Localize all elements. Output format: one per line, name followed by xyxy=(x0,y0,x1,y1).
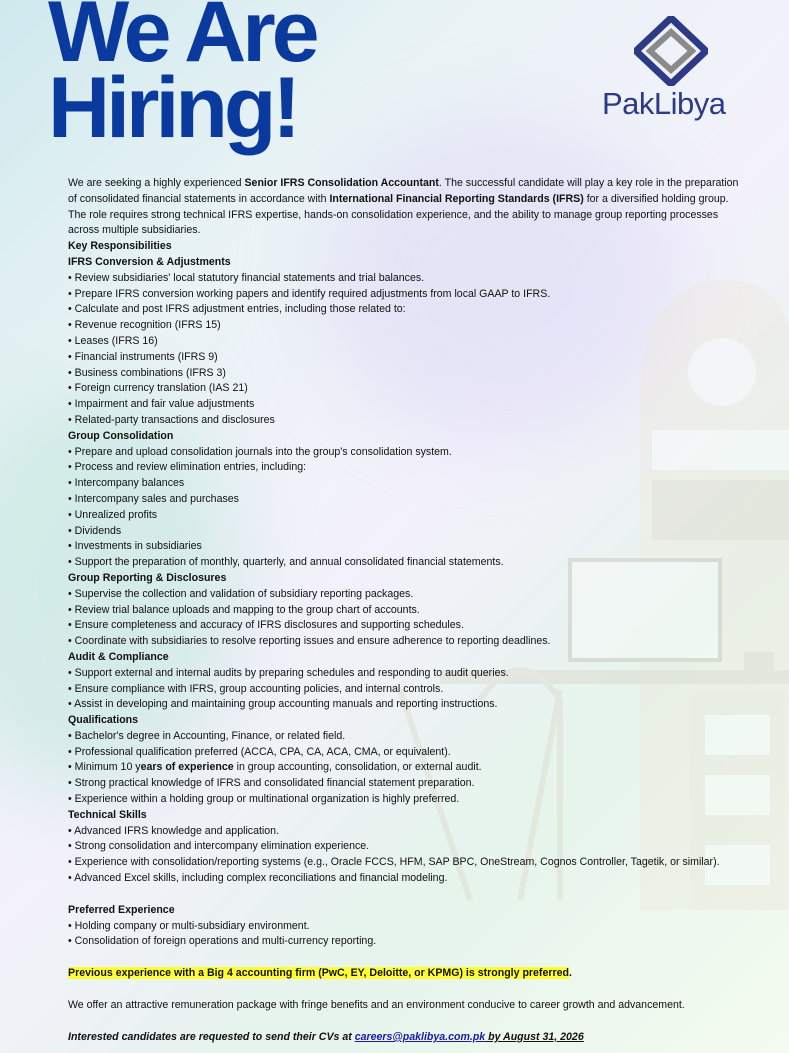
big4-note xyxy=(68,966,748,982)
preferred-heading: Preferred Experience xyxy=(68,903,175,916)
list-item: • Advanced Excel skills, including complex reconciliations and financial modeling. xyxy=(68,872,448,885)
reporting-heading: Group Reporting & Disclosures xyxy=(68,571,227,584)
technical-heading: Technical Skills xyxy=(68,808,147,821)
logo-wordmark: PakLibya xyxy=(602,86,726,121)
deadline-text: by August 31, 2026 xyxy=(485,1030,584,1043)
list-item: • Supervise the collection and validation of subsidiary reporting packages. xyxy=(68,587,414,600)
ifrs-standard: International Financial Reporting Standards (IFRS) xyxy=(329,192,584,205)
list-item: • Support the preparation of monthly, quarterly, and annual consolidated financial statements. xyxy=(68,556,504,569)
headline xyxy=(48,0,316,156)
company-logo xyxy=(602,16,752,126)
email-link[interactable]: careers@paklibya.com.pk xyxy=(354,1030,486,1043)
list-item xyxy=(68,760,748,776)
spacer xyxy=(68,982,748,998)
headline-line-2: Hiring! xyxy=(48,60,298,156)
intro-paragraph xyxy=(68,176,748,239)
big4-note-end: . xyxy=(568,967,572,980)
list-item: • Financial instruments (IFRS 9) xyxy=(68,350,218,363)
list-item: • Dividends xyxy=(68,524,122,537)
list-item: • Holding company or multi-subsidiary environment. xyxy=(68,919,310,932)
list-item: • Review subsidiaries' local statutory financial statements and trial balances. xyxy=(68,271,425,284)
list-item: • Ensure completeness and accuracy of IFRS disclosures and supporting schedules. xyxy=(68,619,464,632)
spacer xyxy=(68,887,748,903)
list-item: • Ensure compliance with IFRS, group accounting policies, and internal controls. xyxy=(68,682,444,695)
highlighted-text: Previous experience with a Big 4 accounting firm (PwC, EY, Deloitte, or KPMG) is strongly preferred xyxy=(68,967,569,980)
list-item: • Unrealized profits xyxy=(68,508,158,521)
list-item: • Intercompany balances xyxy=(68,477,185,490)
ifrs-heading: IFRS Conversion & Adjustments xyxy=(68,255,231,268)
key-responsibilities-heading: Key Responsibilities xyxy=(68,240,172,253)
list-item: • Intercompany sales and purchases xyxy=(68,492,239,505)
intro-text: for a diversified holding group. The role requires strong technical IFRS expertise, hands-on consolidation experience, and the ability to manage group reporting processes across multiple subsidiaries. xyxy=(68,192,729,237)
list-item: • Experience with consolidation/reporting systems (e.g., Oracle FCCS, HFM, SAP BPC, OneStream, Cognos Controller, Tagetik, or similar). xyxy=(68,856,720,869)
list-item: • Foreign currency translation (IAS 21) xyxy=(68,382,248,395)
list-item: • Prepare IFRS conversion working papers and identify required adjustments from local GAAP to IFRS. xyxy=(68,287,551,300)
list-item: • Leases (IFRS 16) xyxy=(68,334,158,347)
list-item: • Investments in subsidiaries xyxy=(68,540,202,553)
headline-line-1: We Are xyxy=(48,0,316,80)
intro-text: We are seeking a highly experienced xyxy=(68,177,245,189)
list-item: • Professional qualification preferred (ACCA, CPA, CA, ACA, CMA, or equivalent). xyxy=(68,745,451,758)
intro-text: . The successful candidate will play a key role in the preparation of consolidated financial statements in accordance with xyxy=(68,177,739,205)
list-item: • Advanced IFRS knowledge and application. xyxy=(68,824,280,837)
role-title: Senior IFRS Consolidation Accountant xyxy=(244,177,439,189)
list-item: • Process and review elimination entries, including: xyxy=(68,461,307,474)
interlocking-diamond-logo-icon xyxy=(634,16,708,86)
list-item-text: in group accounting, consolidation, or external audit. xyxy=(233,761,482,774)
list-item-text: • Minimum 10 y xyxy=(68,761,141,774)
list-item: • Business combinations (IFRS 3) xyxy=(68,366,226,379)
list-item: • Coordinate with subsidiaries to resolve reporting issues and ensure adherence to reporting deadlines. xyxy=(68,635,551,648)
application-instructions xyxy=(68,1030,748,1046)
list-item: • Prepare and upload consolidation journals into the group's consolidation system. xyxy=(68,445,452,458)
list-item: • Review trial balance uploads and mapping to the group chart of accounts. xyxy=(68,603,420,616)
list-item: • Strong consolidation and intercompany elimination experience. xyxy=(68,840,370,853)
list-item: • Revenue recognition (IFRS 15) xyxy=(68,319,221,332)
list-item: • Strong practical knowledge of IFRS and consolidated financial statement preparation. xyxy=(68,777,475,790)
experience-emphasis: ears of experience xyxy=(140,761,234,774)
spacer xyxy=(68,1014,748,1030)
consolidation-heading: Group Consolidation xyxy=(68,429,174,442)
audit-heading: Audit & Compliance xyxy=(68,650,169,663)
list-item: • Calculate and post IFRS adjustment entries, including those related to: xyxy=(68,303,406,316)
list-item: • Impairment and fair value adjustments xyxy=(68,398,255,411)
qualifications-heading: Qualifications xyxy=(68,714,139,727)
list-item: • Bachelor's degree in Accounting, Finance, or related field. xyxy=(68,729,346,742)
closing-text: Interested candidates are requested to send their CVs at xyxy=(68,1030,355,1043)
job-description xyxy=(68,176,748,1046)
list-item: • Experience within a holding group or multinational organization is highly preferred. xyxy=(68,793,460,806)
offer-paragraph: We offer an attractive remuneration package with fringe benefits and an environment conducive to career growth and advancement. xyxy=(68,999,685,1012)
list-item: • Assist in developing and maintaining group accounting manuals and reporting instructions. xyxy=(68,698,498,711)
spacer xyxy=(68,950,748,966)
list-item: • Support external and internal audits by preparing schedules and responding to audit queries. xyxy=(68,666,509,679)
list-item: • Related-party transactions and disclosures xyxy=(68,413,275,426)
list-item: • Consolidation of foreign operations and multi-currency reporting. xyxy=(68,935,377,948)
